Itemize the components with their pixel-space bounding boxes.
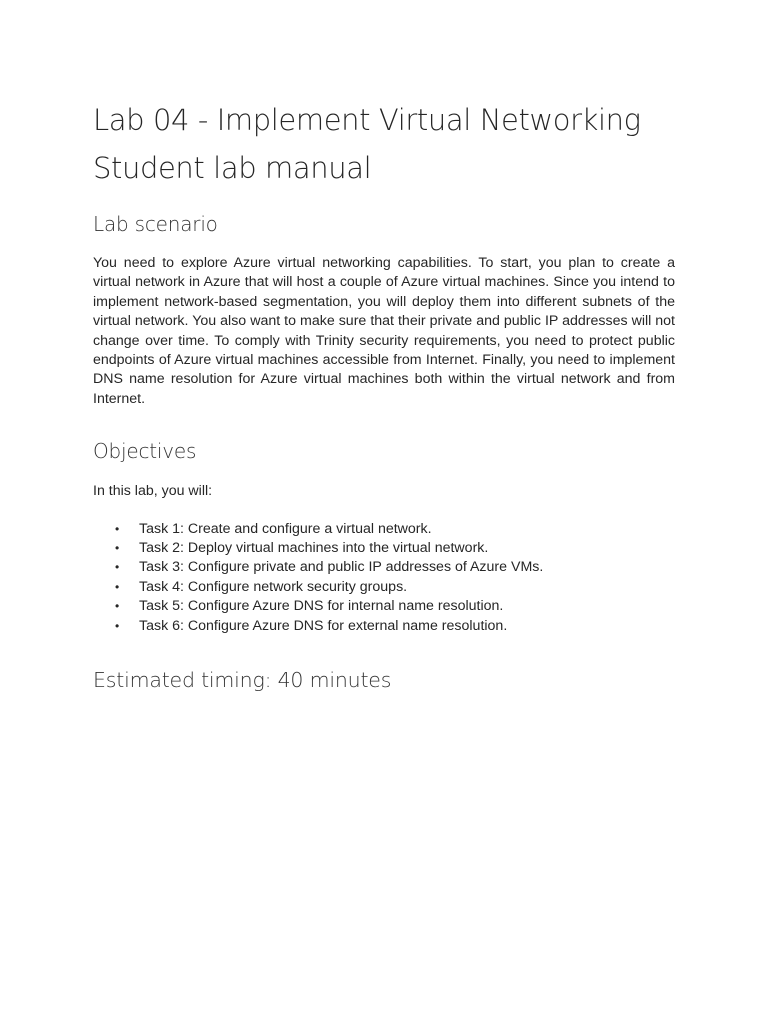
list-item [93,597,675,616]
objectives-intro: In this lab, you will: [93,483,213,500]
bullet-icon: • [115,541,120,556]
list-item [93,539,675,558]
objectives-heading: Objectives [93,439,197,464]
bullet-icon: • [115,599,120,614]
task-label: Task 3: Configure private and public IP addresses of Azure VMs. [139,559,544,576]
scenario-paragraph: You need to explore Azure virtual networking capabilities. To start, you plan to create a virtual network in Azure that will host a couple of Azure virtual machines. Since you intend to implement network-based segmentation, you will deploy them into different subnets of the virtual network. You also want to make sure that their private and public IP addresses will not change over time. To comply with Trinity security requirements, you need to protect public endpoints of Azure virtual machines accessible from Internet. Finally, you need to implement DNS name resolution for Azure virtual machines both within the virtual network and from Internet. [93,255,675,407]
list-item [93,520,675,539]
task-label: Task 6: Configure Azure DNS for external name resolution. [139,617,508,634]
page-title: Lab 04 - Implement Virtual Networking [93,103,641,137]
timing-heading: Estimated timing: 40 minutes [93,668,392,693]
task-label: Task 5: Configure Azure DNS for internal name resolution. [139,598,504,615]
list-item [93,578,675,597]
list-item [93,617,675,636]
list-item [93,558,675,577]
task-list [93,520,675,636]
task-label: Task 1: Create and configure a virtual network. [139,520,432,537]
bullet-icon: • [115,560,120,575]
task-label: Task 4: Configure network security groups. [139,578,408,595]
page-subtitle: Student lab manual [93,151,372,185]
bullet-icon: • [115,618,120,633]
scenario-heading: Lab scenario [93,212,218,236]
bullet-icon: • [115,521,120,536]
task-label: Task 2: Deploy virtual machines into the virtual network. [139,540,489,557]
bullet-icon: • [115,579,120,594]
document-page [93,96,675,694]
